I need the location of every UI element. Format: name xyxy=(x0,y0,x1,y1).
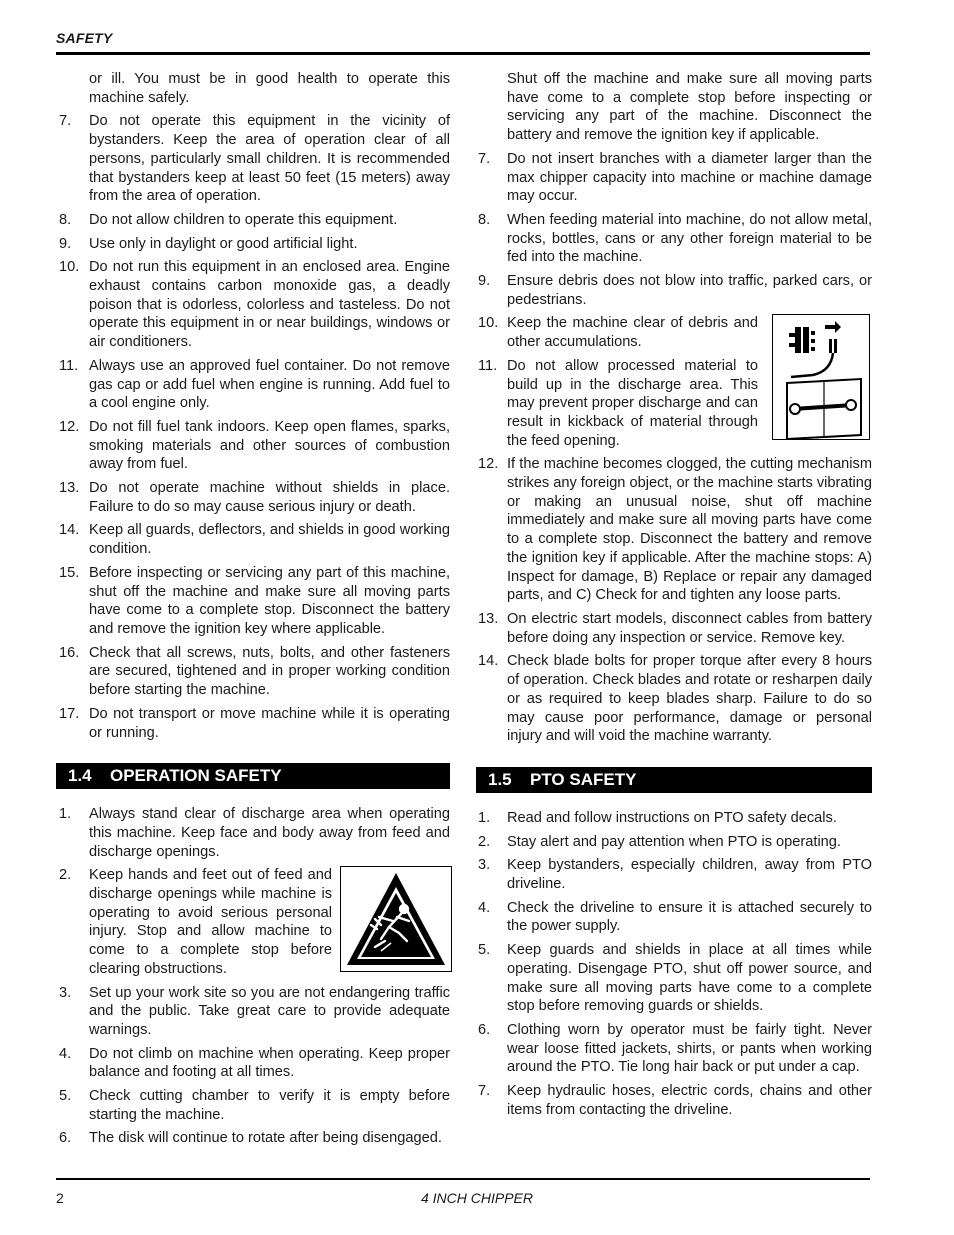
list-item xyxy=(56,564,450,639)
item-text: Do not operate this equipment in the vicinity of bystanders. Keep the area of operation clear of all persons, particularly small children. It is recommended that bystanders keep at least 50 feet (15 meters) away from the area of operation. xyxy=(89,113,450,205)
item-number: 10. xyxy=(59,259,80,276)
right-column xyxy=(476,70,872,1124)
item-number: 17. xyxy=(59,705,80,722)
item-number: 7. xyxy=(478,150,491,167)
list-item xyxy=(56,211,450,230)
item-text: Keep guards and shields in place at all times while operating. Disengage PTO, shut off power source, and make sure all moving parts have come to a complete stop before removing guards or shields. xyxy=(507,942,872,1015)
item-number: 6. xyxy=(478,1021,491,1038)
item-number: 7. xyxy=(59,113,72,130)
item-number: 3. xyxy=(59,984,72,1001)
footer-rule xyxy=(56,1178,870,1180)
item-text: Do not insert branches with a diameter larger than the max chipper capacity into machine or machine damage may occur. xyxy=(507,150,872,205)
item-number: 14. xyxy=(478,653,499,670)
list-item xyxy=(476,809,872,828)
item-text: Keep the machine clear of debris and other accumulations. xyxy=(507,315,758,351)
item-number: 12. xyxy=(478,456,499,473)
list-item xyxy=(476,856,872,893)
list-item xyxy=(56,479,450,516)
hand-entanglement-warning-icon xyxy=(340,866,452,972)
item-text: Set up your work site so you are not endangering traffic and the public. Take great care to provide adequate warnings. xyxy=(89,984,450,1038)
item-text: Do not fill fuel tank indoors. Keep open flames, sparks, smoking materials and other sources of combustion away from fuel. xyxy=(89,418,450,473)
item-text: Check that all screws, nuts, bolts, and other fasteners are secured, tightened and in proper working condition before starting the machine. xyxy=(89,644,450,699)
section-number: 1.5 xyxy=(488,769,512,789)
item-text: Do not climb on machine when operating. Keep proper balance and footing at all times. xyxy=(89,1045,450,1081)
item-number: 15. xyxy=(59,564,80,581)
section-title: PTO SAFETY xyxy=(530,769,637,789)
list-item xyxy=(476,1082,872,1119)
list-item xyxy=(56,357,450,413)
item-number: 2. xyxy=(478,833,491,850)
list-item xyxy=(476,314,872,351)
list-item xyxy=(476,833,872,852)
item-text: Check cutting chamber to verify it is empty before starting the machine. xyxy=(89,1088,450,1123)
list-item xyxy=(56,418,450,474)
item-text: If the machine becomes clogged, the cutting mechanism strikes any foreign object, or the machine starts vibrating or making an unusual noise, shut off machine immediately and make sure all moving parts have come to a complete stop. Disconnect the battery and remove the ignition key if applicable. After the machine stops: A) Inspect for damage, B) Replace or repair any damaged parts, and C) Check for and tighten any loose parts. xyxy=(507,456,873,604)
list-item xyxy=(56,1129,450,1148)
list-item xyxy=(56,1087,450,1124)
list-item xyxy=(56,805,450,861)
list-item xyxy=(476,899,872,936)
item-number: 6. xyxy=(59,1130,72,1147)
item-text: When feeding material into machine, do not allow metal, rocks, bottles, cans or any other foreign material to be fed into the machine. xyxy=(507,211,872,266)
item-text: On electric start models, disconnect cables from battery before doing any inspection or service. Remove key. xyxy=(507,610,872,646)
item-number: 10. xyxy=(478,315,499,332)
list-item xyxy=(56,521,450,558)
header-section-title: SAFETY xyxy=(56,30,113,46)
item-number: 1. xyxy=(59,806,72,823)
item-number: 2. xyxy=(59,867,72,884)
list-item xyxy=(476,941,872,1016)
list-item xyxy=(56,984,450,1040)
list-item xyxy=(56,235,450,254)
item-text: Always stand clear of discharge area when operating this machine. Keep face and body away from feed and discharge openings. xyxy=(89,806,450,860)
item-number: 13. xyxy=(478,610,499,627)
header-rule xyxy=(56,52,870,55)
item-number: 11. xyxy=(478,357,498,374)
item-text: Clothing worn by operator must be fairly tight. Never wear loose fitted jackets, shirts, or pants when working around the PTO. Tie long hair back or put under a cap. xyxy=(507,1021,872,1076)
item-text: Use only in daylight or good artificial light. xyxy=(89,235,358,252)
section-number: 1.4 xyxy=(68,766,92,786)
item-number: 5. xyxy=(59,1088,72,1105)
item-text: Always use an approved fuel container. Do not remove gas cap or add fuel when engine is running. Add fuel to a cool engine only. xyxy=(89,357,450,412)
section-title: OPERATION SAFETY xyxy=(110,766,282,786)
item-number: 7. xyxy=(478,1083,491,1100)
item-number: 8. xyxy=(478,211,491,228)
item-text: The disk will continue to rotate after being disengaged. xyxy=(89,1130,442,1147)
section-heading-pto-safety xyxy=(476,767,872,793)
item-number: 12. xyxy=(59,418,80,435)
list-item xyxy=(476,150,872,206)
item-number: 4. xyxy=(478,899,491,916)
item-number: 5. xyxy=(478,942,491,959)
item-text: Do not operate machine without shields in place. Failure to do so may cause serious injury or death. xyxy=(89,480,450,515)
list-item xyxy=(56,866,450,978)
item-text: Check the driveline to ensure it is attached securely to the power supply. xyxy=(507,899,872,935)
list-item xyxy=(476,272,872,309)
list-item xyxy=(56,644,450,700)
list-item xyxy=(476,357,872,451)
page-number: 2 xyxy=(56,1190,64,1206)
list-item xyxy=(476,1021,872,1077)
item-number: 4. xyxy=(59,1045,72,1062)
list-item xyxy=(476,211,872,267)
item-text: Before inspecting or servicing any part of this machine, shut off the machine and make sure all moving parts have come to a complete stop. Disconnect the battery and remove the ignition key where applicable. xyxy=(89,564,450,637)
list-item xyxy=(56,705,450,742)
item-number: 1. xyxy=(478,809,491,826)
document-title: 4 INCH CHIPPER xyxy=(420,1190,534,1206)
item-text: Keep bystanders, especially children, away from PTO driveline. xyxy=(507,857,872,893)
list-item xyxy=(56,112,450,206)
continued-text: Shut off the machine and make sure all moving parts have come to a complete stop before inspecting or servicing any part of the machine. Disconnect the battery and remove the ignition key if applicable. xyxy=(507,71,872,144)
item-text: Keep hands and feet out of feed and discharge openings while machine is operating to avoid serious personal injury. Stop and allow machine to come to a complete stop before clearing obstructions. xyxy=(89,867,332,977)
item-text: Keep hydraulic hoses, electric cords, chains and other items from contacting the driveline. xyxy=(507,1083,872,1118)
item-number: 8. xyxy=(59,211,72,228)
list-item xyxy=(56,258,450,352)
item-number: 16. xyxy=(59,644,80,661)
left-column xyxy=(56,70,450,1153)
item-number: 13. xyxy=(59,480,80,497)
list-item xyxy=(476,455,872,605)
item-text: Stay alert and pay attention when PTO is operating. xyxy=(507,833,841,850)
item-number: 3. xyxy=(478,857,491,874)
list-item xyxy=(56,1045,450,1082)
item-text: Do not allow children to operate this equipment. xyxy=(89,211,398,228)
item-text: Read and follow instructions on PTO safety decals. xyxy=(507,809,837,826)
item-text: Ensure debris does not blow into traffic, parked cars, or pedestrians. xyxy=(507,273,872,308)
item-text: Do not run this equipment in an enclosed area. Engine exhaust contains carbon monoxide gas, a deadly poison that is odorless, colorless and tasteless. Do not operate this equipment in or near buildings, windows or air conditioners. xyxy=(89,259,450,351)
item-text: Do not transport or move machine while it is operating or running. xyxy=(89,705,450,741)
item-text: Keep all guards, deflectors, and shields in good working condition. xyxy=(89,522,451,558)
item-number: 9. xyxy=(59,235,72,252)
section-heading-operation-safety xyxy=(56,763,450,789)
item-number: 11. xyxy=(59,357,79,374)
item-number: 9. xyxy=(478,273,491,290)
item-number: 14. xyxy=(59,522,80,539)
list-item xyxy=(476,652,872,746)
list-item xyxy=(476,610,872,647)
item-text: Check blade bolts for proper torque after every 8 hours of operation. Check blades and rotate or resharpen daily or as required to keep blades sharp. Failure to do so may cause poor performance, damage or personal injury and will void the machine warranty. xyxy=(507,653,872,745)
item-text: Do not allow processed material to build up in the discharge area. This may prevent proper discharge and can result in kickback of material through the feed opening. xyxy=(507,357,758,449)
continued-text: or ill. You must be in good health to operate this machine safely. xyxy=(89,71,450,106)
